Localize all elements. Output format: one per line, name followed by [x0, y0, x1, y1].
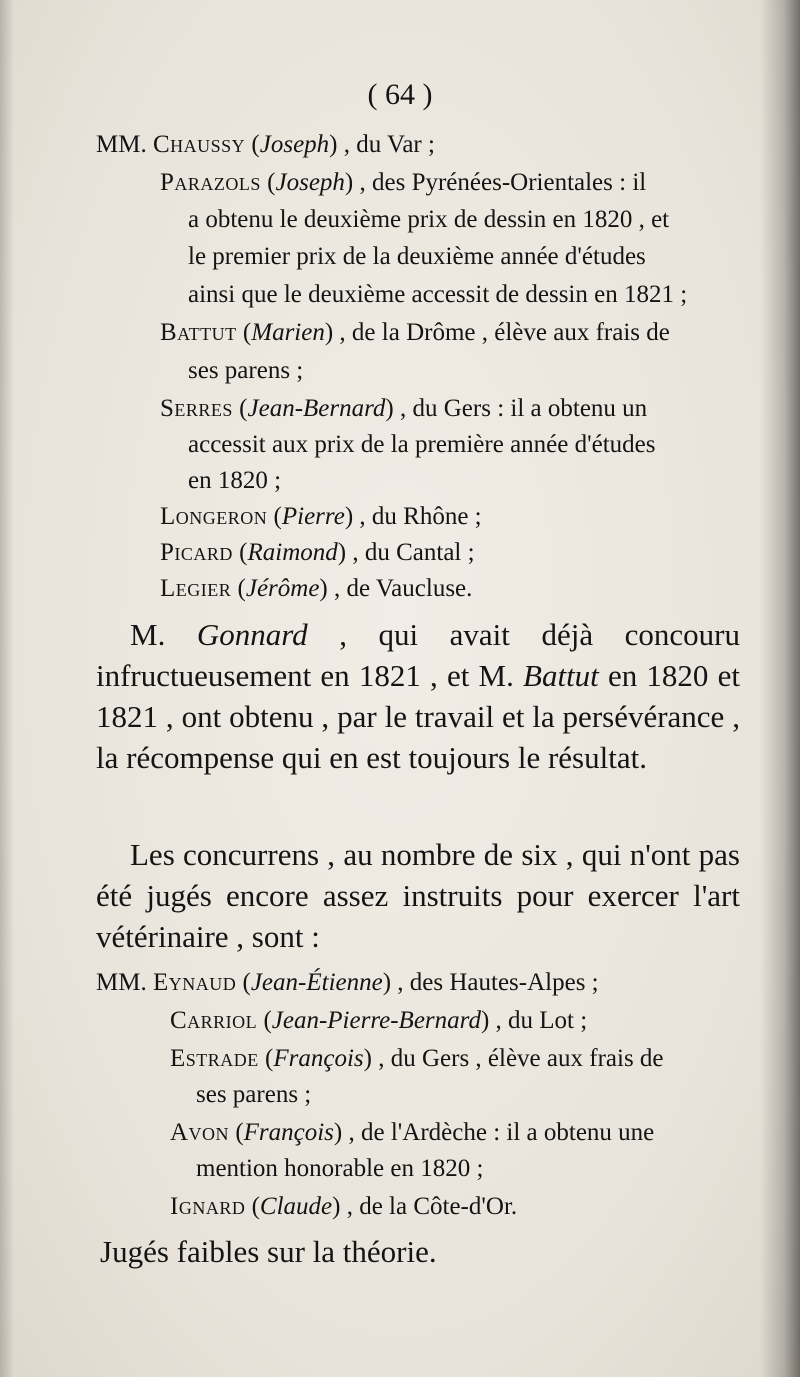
paren-open: (: [245, 131, 260, 158]
entry-ignard: [170, 1192, 517, 1222]
para-text: M.: [130, 617, 197, 652]
paren-open: (: [231, 575, 246, 602]
given-name: Marien: [251, 319, 325, 346]
paren-open: (: [258, 1045, 274, 1072]
page-edge-shadow: [760, 0, 800, 1377]
entry-serres: [160, 394, 647, 424]
paren-open: (: [232, 395, 248, 422]
entry-continuation: ses parens ;: [196, 1081, 312, 1108]
given-name: Jean-Bernard: [247, 395, 386, 422]
entry-rest: ) , du Lot ;: [480, 1007, 588, 1034]
given-name: Jérôme: [245, 575, 320, 602]
entry-continuation: mention honorable en 1820 ;: [196, 1155, 484, 1182]
entry-continuation: ainsi que le deuxième accessit de dessin en 1821 ;: [188, 281, 688, 308]
paren-open: (: [229, 1119, 244, 1146]
entry-avon: [170, 1118, 654, 1148]
entry-continuation: a obtenu le deuxième prix de dessin en 1820 , et: [188, 206, 670, 233]
entry-rest: ) , de la Drôme , élève aux frais de: [324, 319, 670, 346]
entry-rest: ) , de l'Ardèche : il a obtenu une: [333, 1119, 655, 1146]
surname: Ignard: [170, 1193, 246, 1220]
entry-rest: ) , de Vaucluse.: [319, 575, 473, 602]
paren-open: (: [267, 503, 282, 530]
surname: Eynaud: [152, 969, 237, 996]
paren-open: (: [245, 1193, 260, 1220]
paren-open: (: [236, 969, 251, 996]
page-number: ( 64 ): [367, 78, 433, 111]
surname: Avon: [170, 1119, 230, 1146]
closing-line: Jugés faibles sur la théorie.: [100, 1234, 437, 1269]
given-name: Jean-Pierre-Bernard: [271, 1007, 481, 1034]
paragraph-results: [96, 614, 740, 778]
entry-rest: ) , du Gers , élève aux frais de: [363, 1045, 664, 1072]
entry-prefix: MM.: [96, 131, 153, 158]
entry-continuation: en 1820 ;: [188, 467, 282, 494]
surname: Legier: [160, 575, 232, 602]
entry-rest: ) , du Var ;: [329, 131, 435, 158]
paren-open: (: [260, 169, 276, 196]
entry-picard: [160, 538, 475, 568]
given-name: Joseph: [259, 131, 330, 158]
given-name: François: [243, 1119, 334, 1146]
surname: Estrade: [170, 1045, 259, 1072]
paren-open: (: [236, 319, 252, 346]
paren-open: (: [257, 1007, 272, 1034]
entry-prefix: MM.: [96, 969, 153, 996]
entry-rest: ) , du Gers : il a obtenu un: [385, 395, 648, 422]
paragraph-concurrens: Les concurrens , au nombre de six , qui n'ont pas été jugés encore assez instruits pour exercer l'art vétérinaire , sont :: [96, 837, 740, 954]
entry-continuation: ses parens ;: [188, 357, 304, 384]
surname: Battut: [160, 319, 237, 346]
surname: Longeron: [160, 503, 268, 530]
given-name: François: [273, 1045, 364, 1072]
entry-estrade: [170, 1044, 664, 1074]
para-text: en 1820 et 1821 , ont obtenu , par le travail et la persévérance , la récompense qui en est toujours le résultat.: [96, 658, 740, 775]
entry-battut: [160, 318, 670, 348]
entry-chaussy: [96, 130, 435, 160]
entry-continuation: le premier prix de la deuxième année d'études: [188, 243, 646, 270]
entry-parazols: [160, 168, 646, 198]
entry-continuation: accessit aux prix de la première année d'études: [188, 431, 656, 458]
person-name: Battut: [523, 658, 599, 693]
entry-rest: ) , des Pyrénées-Orientales : il: [344, 169, 647, 196]
given-name: Claude: [259, 1193, 333, 1220]
entry-rest: ) , du Rhône ;: [344, 503, 482, 530]
person-name: Gonnard: [196, 617, 308, 652]
entry-rest: ) , des Hautes-Alpes ;: [382, 969, 599, 996]
entry-rest: ) , du Cantal ;: [337, 539, 475, 566]
surname: Carriol: [170, 1007, 258, 1034]
entry-legier: [160, 574, 472, 604]
surname: Picard: [160, 539, 233, 566]
entry-carriol: [170, 1006, 587, 1036]
given-name: Jean-Étienne: [250, 969, 383, 996]
given-name: Pierre: [281, 503, 345, 530]
surname: Chaussy: [152, 131, 246, 158]
surname: Parazols: [160, 169, 261, 196]
entry-longeron: [160, 502, 482, 532]
entry-eynaud: [96, 968, 599, 998]
surname: Serres: [160, 395, 233, 422]
page-gutter-shadow: [0, 0, 14, 1377]
paren-open: (: [232, 539, 248, 566]
given-name: Joseph: [275, 169, 345, 196]
given-name: Raimond: [247, 539, 338, 566]
entry-rest: ) , de la Côte-d'Or.: [332, 1193, 518, 1220]
para-text: , qui avait déjà concouru infructueusement en 1821 , et M.: [96, 617, 740, 693]
